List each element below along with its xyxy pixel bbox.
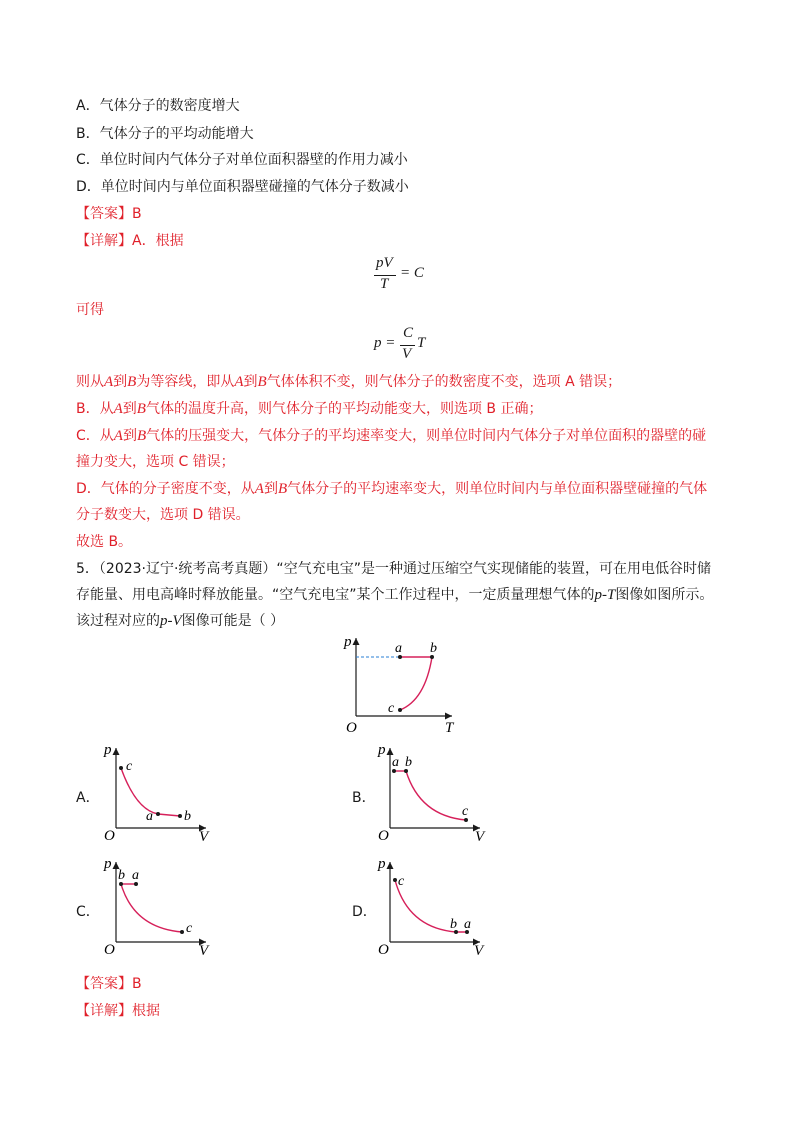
explain-line-4: 撞力变大，选项 C 错误； (76, 454, 235, 470)
option-b: B．气体分子的平均动能增大 (76, 126, 254, 142)
choice-c-label-c: c (186, 921, 193, 936)
eq2-denominator: V (402, 346, 412, 362)
answer-2: 【答案】B (76, 976, 142, 992)
choice-d-graph (370, 852, 490, 958)
explain-line-6: 分子数变大，选项 D 错误。 (76, 507, 250, 523)
pt-label-o: O (346, 720, 357, 736)
eq2-lhs: p = (374, 335, 396, 351)
explain-line-5: D．气体的分子密度不变，从A到B气体分子的平均速率变大，则单位时间内与单位面积器壁碰撞的气体 (76, 481, 708, 497)
choice-a-label-a: a (146, 809, 153, 824)
explain-line-1: 则从A到B为等容线，即从A到B气体体积不变，则气体分子的数密度不变，选项 A 错误； (76, 374, 622, 390)
choice-c-point-c (180, 930, 184, 934)
choice-c-label-v: V (199, 943, 209, 958)
choice-c-label-a: a (132, 868, 139, 883)
choice-a-point-c (119, 766, 123, 770)
choice-c-label: C． (76, 904, 100, 920)
choice-b-label-a: a (392, 755, 399, 770)
choice-d-label-v: V (474, 943, 484, 958)
choice-d-label: D． (352, 904, 377, 920)
choice-b-label-c: c (462, 804, 469, 819)
pt-label-t: T (445, 720, 454, 736)
explain-line-3: C．从A到B气体的压强变大，气体分子的平均速率变大，则单位时间内气体分子对单位面积的器壁的碰 (76, 428, 707, 444)
choice-a-label: A． (76, 790, 100, 806)
choice-b-label-v: V (475, 829, 485, 844)
option-a: A．气体分子的数密度增大 (76, 98, 240, 114)
pt-label-p: p (344, 634, 352, 650)
choice-b-graph (370, 738, 490, 844)
question-5-line-3: 该过程对应的p-V图像可能是（ ） (76, 613, 285, 629)
choice-d-label-o: O (378, 942, 389, 958)
choice-a-point-b (178, 814, 182, 818)
choice-b-label-o: O (378, 828, 389, 844)
question-5-line-1: 5．（2023·辽宁·统考高考真题）“空气充电宝”是一种通过压缩空气实现储能的装置，可在用电低谷时储 (76, 561, 711, 577)
choice-a-label-o: O (104, 828, 115, 844)
choice-a-graph (96, 738, 216, 844)
choice-d-label-p: p (378, 856, 386, 872)
eq2-numerator: C (403, 325, 414, 341)
choice-c-label-b: b (118, 868, 125, 883)
choice-b-curve (406, 771, 466, 820)
choice-a-label-v: V (199, 829, 209, 844)
choice-c-curve (121, 884, 182, 932)
eq1-rhs: = C (400, 265, 424, 281)
equation-1 (372, 255, 442, 295)
pt-label-a: a (395, 641, 402, 656)
kede-text: 可得 (76, 302, 104, 318)
choice-b-label-b: b (405, 755, 412, 770)
choice-d-label-a: a (464, 917, 471, 932)
pt-point-c (398, 708, 402, 712)
detail-1: 【详解】A．根据 (76, 233, 184, 249)
choice-d-label-b: b (450, 917, 457, 932)
option-d: D．单位时间内与单位面积器壁碰撞的气体分子数减小 (76, 179, 409, 195)
detail-2: 【详解】根据 (76, 1003, 160, 1019)
pt-curve-cb (400, 657, 432, 710)
choice-a-label-p: p (104, 742, 112, 758)
eq1-numerator: pV (376, 255, 393, 271)
eq1-denominator: T (380, 276, 389, 292)
choice-c-label-o: O (104, 942, 115, 958)
choice-a-point-a (156, 812, 160, 816)
explain-line-2: B．从A到B气体的温度升高，则气体分子的平均动能变大，则选项 B 正确； (76, 401, 543, 417)
eq2-tail: T (417, 335, 426, 351)
choice-c-label-p: p (104, 856, 112, 872)
choice-b-label: B． (352, 790, 376, 806)
pt-graph (330, 630, 470, 738)
choice-a-label-c: c (126, 759, 133, 774)
choice-c-graph (96, 852, 216, 958)
choice-a-label-b: b (184, 809, 191, 824)
explain-line-7: 故选 B。 (76, 534, 133, 550)
equation-2 (374, 325, 444, 365)
option-c: C．单位时间内气体分子对单位面积器壁的作用力减小 (76, 152, 408, 168)
choice-d-label-c: c (398, 874, 405, 889)
pt-label-b: b (430, 641, 437, 656)
pt-label-c: c (388, 701, 395, 716)
choice-d-point-c (393, 878, 397, 882)
answer-1: 【答案】B (76, 206, 142, 222)
choice-b-label-p: p (378, 742, 386, 758)
question-5-line-2: 存能量、用电高峰时释放能量。“空气充电宝”某个工作过程中，一定质量理想气体的p-T图像如图所示。 (76, 587, 714, 603)
